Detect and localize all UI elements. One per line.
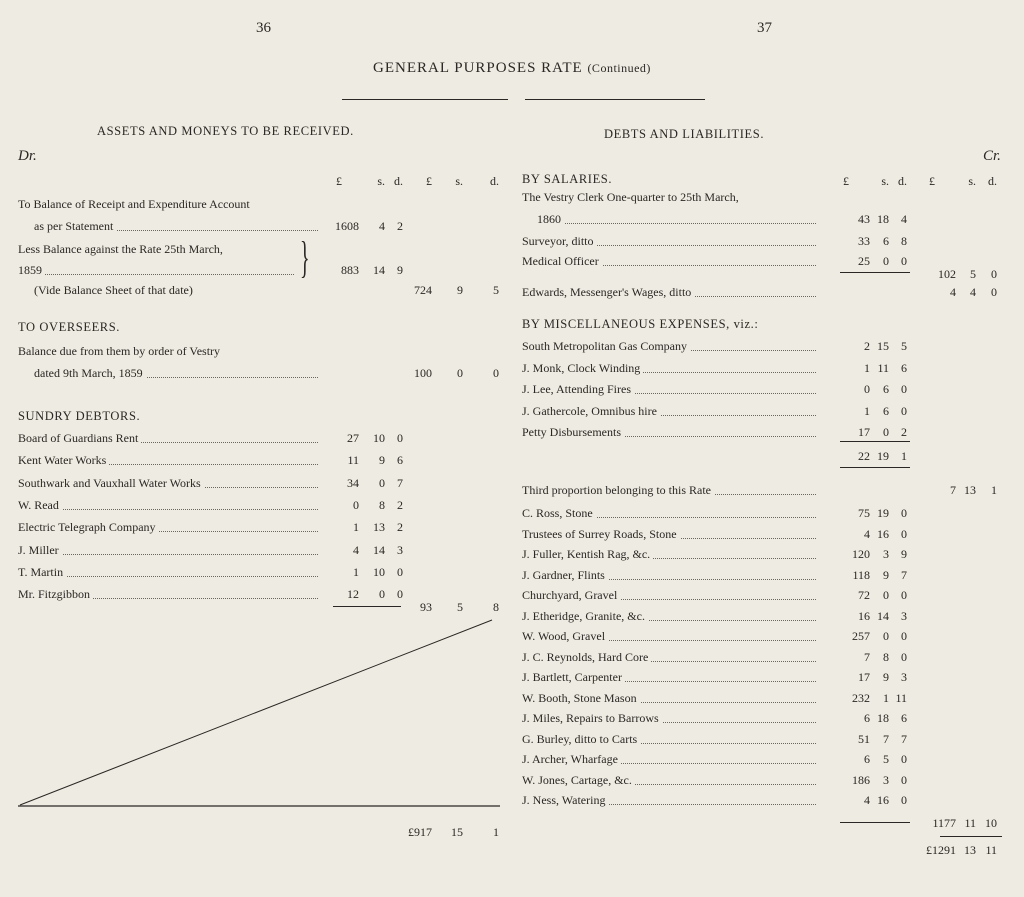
contractor-amount-pence: 7 <box>901 567 907 582</box>
salary-amount-shillings: 6 <box>883 234 889 248</box>
debtor-amount-pence: 0 <box>397 431 403 445</box>
misc-amount-pounds: 0 <box>864 382 870 396</box>
misc-label: J. Lee, Attending Fires <box>522 382 816 397</box>
debtor-amount-shillings: 14 <box>373 542 385 557</box>
misc-rule-bottom <box>840 467 910 468</box>
contractor-amount-pence: 6 <box>901 711 907 725</box>
contractor-amount-pence: 9 <box>901 547 907 561</box>
debtor-amount-pounds: 0 <box>353 497 359 512</box>
misc-subtotal-pounds: 22 <box>858 449 870 463</box>
debtors-total-pence: 8 <box>493 600 499 614</box>
right-grand-total-shillings: 13 <box>964 843 976 857</box>
salary-amount-pence: 4 <box>901 212 907 226</box>
overseers-total-pounds: 100 <box>414 366 432 380</box>
contractor-label: J. Miles, Repairs to Barrows <box>522 711 816 726</box>
misc-amount-shillings: 11 <box>877 360 889 375</box>
cr-label: Cr. <box>983 148 1001 164</box>
misc-amount-shillings: 6 <box>883 403 889 418</box>
contractor-amount-pounds: 257 <box>852 629 870 643</box>
right-col-header: s. <box>968 174 976 188</box>
contractor-amount-pence: 0 <box>901 629 907 643</box>
contractor-amount-pounds: 17 <box>858 670 870 684</box>
less-balance-amount-pounds: 883 <box>341 263 359 277</box>
salary-amount-pounds: 25 <box>858 254 870 268</box>
contractor-amount-pounds: 232 <box>852 690 870 705</box>
right-col-header: s. <box>881 174 889 188</box>
vide-total-shillings: 9 <box>457 283 463 297</box>
overseers-total-pence: 0 <box>493 366 499 380</box>
contractor-amount-shillings: 3 <box>883 772 889 787</box>
debtor-amount-pence: 0 <box>397 564 403 579</box>
vestry-clerk-line-1: The Vestry Clerk One-quarter to 25th March, <box>522 190 739 204</box>
debtor-amount-pounds: 27 <box>347 431 359 445</box>
left-grand-total-pounds: £917 <box>408 825 432 839</box>
debtors-total-pounds: 93 <box>420 600 432 614</box>
misc-subtotal-shillings: 19 <box>877 449 889 463</box>
misc-label: Petty Disbursements <box>522 425 816 440</box>
contractor-label: J. Etheridge, Granite, &c. <box>522 609 816 624</box>
contractor-amount-pounds: 120 <box>852 547 870 561</box>
debtor-label: Mr. Fitzgibbon <box>18 587 318 602</box>
contractor-amount-shillings: 0 <box>883 588 889 602</box>
contractor-amount-shillings: 5 <box>883 752 889 766</box>
contractor-amount-pence: 0 <box>901 752 907 766</box>
debtor-amount-pounds: 4 <box>353 542 359 557</box>
contractor-amount-pence: 0 <box>901 772 907 787</box>
salary-amount-pence: 0 <box>901 254 907 268</box>
salary-amount-pence: 8 <box>901 234 907 248</box>
debtor-label: Kent Water Works <box>18 453 318 468</box>
less-balance-amount-pence: 9 <box>397 263 403 277</box>
misc-rule-top <box>840 441 910 442</box>
balance-amount-pence: 2 <box>397 219 403 233</box>
contractor-amount-pounds: 72 <box>858 588 870 602</box>
edwards-wages: Edwards, Messenger's Wages, ditto <box>522 285 816 300</box>
contractor-label: J. Bartlett, Carpenter <box>522 670 816 685</box>
misc-heading: BY MISCELLANEOUS EXPENSES, viz.: <box>522 317 759 331</box>
right-col-header: £ <box>843 174 849 188</box>
misc-amount-pence: 6 <box>901 360 907 375</box>
contractor-amount-pence: 3 <box>901 608 907 623</box>
less-balance-line-1: Less Balance against the Rate 25th March, <box>18 242 223 256</box>
debtor-amount-pence: 3 <box>397 542 403 557</box>
debtor-amount-pence: 0 <box>397 587 403 602</box>
misc-amount-shillings: 6 <box>883 382 889 396</box>
contractor-label: Churchyard, Gravel <box>522 588 816 603</box>
contractor-label: G. Burley, ditto to Carts <box>522 732 816 747</box>
misc-amount-shillings: 0 <box>883 425 889 439</box>
debtor-amount-pence: 7 <box>397 475 403 490</box>
contractors-total-shillings: 11 <box>964 816 976 830</box>
contractor-amount-shillings: 7 <box>883 731 889 746</box>
title-suffix: (Continued) <box>587 61 651 75</box>
third-proportion-total-shillings: 13 <box>964 483 976 497</box>
vide-total-pounds: 724 <box>414 283 432 297</box>
contractor-amount-shillings: 16 <box>877 793 889 807</box>
sundry-debtors-heading: SUNDRY DEBTORS. <box>18 409 141 423</box>
overseers-total-shillings: 0 <box>457 366 463 380</box>
salary-label: Medical Officer <box>522 254 816 269</box>
misc-amount-pence: 5 <box>901 339 907 353</box>
salaries-total-pounds: 102 <box>938 267 956 281</box>
contractor-amount-shillings: 19 <box>877 506 889 520</box>
contractor-amount-pounds: 7 <box>864 649 870 664</box>
left-col-header: d. <box>490 174 499 188</box>
balance-line-1: To Balance of Receipt and Expenditure Account <box>18 197 250 211</box>
debtor-amount-pence: 2 <box>397 497 403 512</box>
contractor-amount-pence: 11 <box>895 690 907 705</box>
right-col-header: d. <box>898 174 907 188</box>
grand-total-rule <box>940 836 1002 837</box>
salaries-subtotal-rule <box>840 272 910 273</box>
misc-amount-pence: 0 <box>901 403 907 418</box>
misc-amount-shillings: 15 <box>877 339 889 353</box>
contractors-subtotal-rule <box>840 822 910 823</box>
third-proportion: Third proportion belonging to this Rate <box>522 483 816 498</box>
contractor-label: C. Ross, Stone <box>522 506 816 521</box>
debtor-amount-shillings: 8 <box>379 497 385 512</box>
page-number-right: 37 <box>757 20 772 36</box>
left-col-header: s. <box>377 174 385 188</box>
contractor-amount-shillings: 1 <box>883 690 889 705</box>
contractor-amount-pounds: 118 <box>852 567 870 582</box>
salaries-total-pence: 0 <box>991 267 997 281</box>
dr-label: Dr. <box>18 148 37 164</box>
contractor-label: Trustees of Surrey Roads, Stone <box>522 527 816 542</box>
contractor-amount-shillings: 3 <box>883 547 889 561</box>
contractor-amount-pounds: 16 <box>858 608 870 623</box>
contractor-amount-pence: 0 <box>901 588 907 602</box>
contractor-amount-pounds: 186 <box>852 772 870 787</box>
right-grand-total-pounds: £1291 <box>926 843 956 857</box>
left-grand-total-shillings: 15 <box>451 825 463 839</box>
misc-label: J. Monk, Clock Winding <box>522 361 816 376</box>
debtor-amount-pounds: 1 <box>353 520 359 535</box>
misc-amount-pounds: 1 <box>864 403 870 418</box>
balance-amount-pounds: 1608 <box>335 219 359 233</box>
debtor-amount-pence: 6 <box>397 453 403 468</box>
balance-amount-shillings: 4 <box>379 219 385 233</box>
contractor-label: W. Booth, Stone Mason <box>522 691 816 706</box>
balance-line-2: as per Statement <box>34 219 318 234</box>
salary-amount-pounds: 43 <box>858 212 870 226</box>
vide-balance-sheet: (Vide Balance Sheet of that date) <box>34 283 193 297</box>
contractor-amount-shillings: 8 <box>883 649 889 664</box>
overseers-line-2: dated 9th March, 1859 <box>34 366 318 381</box>
title-main: GENERAL PURPOSES RATE <box>373 60 583 76</box>
contractor-amount-shillings: 14 <box>877 608 889 623</box>
debtor-amount-pounds: 12 <box>347 587 359 602</box>
edwards-total-pounds: 4 <box>950 285 956 299</box>
debtor-label: W. Read <box>18 498 318 513</box>
contractor-amount-pence: 0 <box>901 526 907 541</box>
contractor-label: J. Fuller, Kentish Rag, &c. <box>522 547 816 562</box>
contractor-amount-pence: 0 <box>901 793 907 807</box>
debtor-amount-pounds: 1 <box>353 564 359 579</box>
misc-amount-pounds: 1 <box>864 360 870 375</box>
contractor-label: W. Wood, Gravel <box>522 629 816 644</box>
misc-amount-pounds: 2 <box>864 339 870 353</box>
debtor-label: Southwark and Vauxhall Water Works <box>18 476 318 491</box>
contractor-amount-pounds: 6 <box>864 752 870 766</box>
edwards-total-pence: 0 <box>991 285 997 299</box>
contractor-amount-pounds: 51 <box>858 731 870 746</box>
vide-total-pence: 5 <box>493 283 499 297</box>
contractor-amount-pounds: 6 <box>864 711 870 725</box>
left-col-header: s. <box>455 174 463 188</box>
misc-amount-pounds: 17 <box>858 425 870 439</box>
debtor-amount-shillings: 10 <box>373 564 385 579</box>
overseers-heading: TO OVERSEERS. <box>18 320 121 334</box>
contractors-total-pounds: 1177 <box>932 816 956 830</box>
contractor-amount-shillings: 16 <box>877 526 889 541</box>
misc-label: South Metropolitan Gas Company <box>522 339 816 354</box>
debtor-amount-pounds: 11 <box>347 453 359 468</box>
right-col-header: £ <box>929 174 935 188</box>
misc-label: J. Gathercole, Omnibus hire <box>522 404 816 419</box>
debtor-amount-shillings: 9 <box>379 453 385 468</box>
debtor-amount-shillings: 0 <box>379 587 385 602</box>
brace: } <box>300 233 310 282</box>
salary-amount-shillings: 18 <box>877 212 889 226</box>
contractor-amount-pounds: 4 <box>864 526 870 541</box>
contractor-amount-shillings: 18 <box>877 711 889 725</box>
debtor-label: T. Martin <box>18 565 318 580</box>
vestry-clerk-line-2: 1860 <box>537 212 816 227</box>
overseers-line-1: Balance due from them by order of Vestry <box>18 344 221 358</box>
salaries-heading: BY SALARIES. <box>522 172 613 186</box>
contractor-amount-pounds: 75 <box>858 506 870 520</box>
page-number-left: 36 <box>256 20 271 36</box>
less-balance-amount-shillings: 14 <box>373 263 385 277</box>
liabilities-heading: DEBTS AND LIABILITIES. <box>604 127 765 141</box>
edwards-total-shillings: 4 <box>970 285 976 299</box>
right-grand-total-pence: 11 <box>985 843 997 857</box>
contractor-label: J. Ness, Watering <box>522 793 816 808</box>
salary-amount-pounds: 33 <box>858 234 870 248</box>
debtor-label: Board of Guardians Rent <box>18 431 318 446</box>
debtor-amount-shillings: 10 <box>373 431 385 445</box>
contractor-amount-pence: 7 <box>901 731 907 746</box>
debtor-amount-shillings: 13 <box>373 520 385 535</box>
debtor-amount-pence: 2 <box>397 520 403 535</box>
left-grand-total-pence: 1 <box>493 825 499 839</box>
debtor-amount-shillings: 0 <box>379 475 385 490</box>
less-balance-line-2: 1859 <box>18 263 294 278</box>
contractor-label: J. Gardner, Flints <box>522 568 816 583</box>
misc-subtotal-pence: 1 <box>901 449 907 463</box>
salary-amount-shillings: 0 <box>883 254 889 268</box>
misc-amount-pence: 2 <box>901 425 907 439</box>
debtor-label: J. Miller <box>18 543 318 558</box>
contractor-amount-shillings: 9 <box>883 567 889 582</box>
contractor-amount-pounds: 4 <box>864 793 870 807</box>
left-col-header: d. <box>394 174 403 188</box>
left-col-header: £ <box>336 174 342 188</box>
debtor-label: Electric Telegraph Company <box>18 520 318 535</box>
third-proportion-total-pounds: 7 <box>950 483 956 497</box>
left-col-header: £ <box>426 174 432 188</box>
misc-amount-pence: 0 <box>901 382 907 396</box>
contractor-amount-pence: 0 <box>901 506 907 520</box>
right-col-header: d. <box>988 174 997 188</box>
contractor-label: W. Jones, Cartage, &c. <box>522 773 816 788</box>
debtor-amount-pounds: 34 <box>347 475 359 490</box>
contractors-total-pence: 10 <box>985 816 997 830</box>
third-proportion-total-pence: 1 <box>991 483 997 497</box>
assets-heading: ASSETS AND MONEYS TO BE RECEIVED. <box>97 124 354 138</box>
salary-label: Surveyor, ditto <box>522 234 816 249</box>
contractor-label: J. C. Reynolds, Hard Core <box>522 650 816 665</box>
contractor-amount-shillings: 9 <box>883 670 889 684</box>
salaries-total-shillings: 5 <box>970 267 976 281</box>
contractor-label: J. Archer, Wharfage <box>522 752 816 767</box>
title-rule-right <box>525 99 705 100</box>
contractor-amount-pence: 3 <box>901 670 907 684</box>
debtors-total-shillings: 5 <box>457 600 463 614</box>
contractor-amount-pence: 0 <box>901 649 907 664</box>
contractor-amount-shillings: 0 <box>883 629 889 643</box>
